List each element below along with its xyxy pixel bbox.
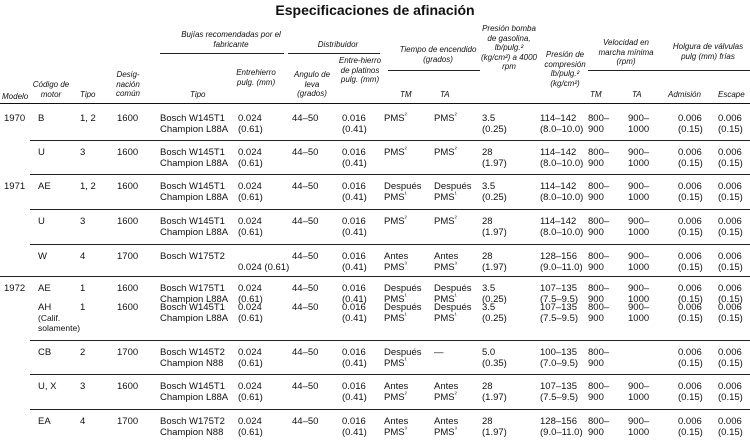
- row-valve-exhaust: 0.006: [718, 113, 742, 124]
- row-dwell: 44–50: [292, 113, 319, 124]
- row-point-gap: (0.41): [342, 158, 367, 169]
- row-gap: (0.61): [238, 294, 263, 305]
- row-fuel-pressure: 5.0: [482, 347, 496, 358]
- row-timing-tm: Antes: [384, 381, 409, 392]
- row-idle-ta: 1000: [628, 124, 650, 135]
- row-valve-intake: (0.15): [678, 158, 703, 169]
- row-tipo: 2: [80, 347, 86, 358]
- row-valve-intake: 0.006: [678, 216, 702, 227]
- row-timing-tm: $PMS^{^2}$: [384, 146, 407, 158]
- header-velocidad-group: Velocidad en marcha mínima (rpm): [598, 38, 654, 66]
- row-divider: [0, 276, 750, 277]
- row-valve-exhaust: (0.15): [718, 294, 743, 305]
- row-timing-tm: Después: [384, 181, 422, 192]
- row-divider: [30, 340, 750, 341]
- row-gap: (0.61): [238, 192, 263, 203]
- row-timing-ta: $PMS^{^2}$: [434, 391, 457, 403]
- row-compression: 114–142: [540, 113, 577, 124]
- header-escape: Escape: [718, 90, 745, 99]
- row-fuel-pressure: 3.5: [482, 113, 496, 124]
- row-fuel-pressure: 28: [482, 147, 493, 158]
- row-plug: Champion L88A: [160, 192, 229, 203]
- row-valve-intake: 0.006: [678, 302, 702, 313]
- row-dwell: 44–50: [292, 216, 319, 227]
- row-valve-exhaust: (0.15): [718, 392, 743, 403]
- row-gap: (0.61): [238, 313, 263, 324]
- row-timing-ta: $PMS^{^3}$: [434, 426, 457, 438]
- row-timing-tm: $PMS^{^2}$: [384, 391, 407, 403]
- row-valve-intake: (0.15): [678, 227, 703, 238]
- row-idle-ta: 900–: [628, 416, 650, 427]
- row-compression: (7.5–9.5): [540, 294, 579, 305]
- row-plug: Bosch W145T1: [160, 302, 225, 313]
- row-gap: 0.024: [238, 147, 262, 158]
- row-divider: [30, 140, 750, 141]
- row-point-gap: 0.016: [342, 283, 366, 294]
- row-fuel-pressure: (1.97): [482, 427, 507, 438]
- header-vel-tm: TM: [590, 90, 602, 99]
- row-timing-ta: $PMS^{^1}$: [434, 312, 457, 324]
- page-title: Especificaciones de afinación: [275, 2, 475, 18]
- row-tipo: 1, 2: [80, 181, 96, 192]
- row-point-gap: 0.016: [342, 251, 366, 262]
- row-timing-ta: Antes: [434, 416, 459, 427]
- row-tipo: 1, 2: [80, 113, 96, 124]
- header-vel-ta: TA: [632, 90, 642, 99]
- row-engine-code: U, X: [38, 381, 57, 392]
- row-designacion: 1600: [117, 302, 139, 313]
- row-valve-intake: 0.006: [678, 283, 702, 294]
- row-point-gap: 0.016: [342, 347, 366, 358]
- row-dwell: 44–50: [292, 347, 319, 358]
- row-timing-tm: $PMS^{^1}$: [384, 357, 407, 369]
- row-dwell: 44–50: [292, 181, 319, 192]
- row-year: 1972: [4, 283, 26, 294]
- row-point-gap: (0.41): [342, 392, 367, 403]
- row-dwell: 44–50: [292, 147, 319, 158]
- row-plug: Bosch W145T1: [160, 216, 225, 227]
- row-fuel-pressure: 3.5: [482, 181, 496, 192]
- row-plug: Bosch W175T2: [160, 251, 225, 262]
- row-idle-ta: 1000: [628, 294, 650, 305]
- row-idle-ta: 900–: [628, 302, 650, 313]
- header-codigo-motor: Código de motor: [32, 80, 70, 99]
- row-valve-exhaust: 0.006: [718, 216, 742, 227]
- row-valve-exhaust: 0.006: [718, 302, 742, 313]
- row-idle-ta: 900–: [628, 181, 650, 192]
- row-engine-code: W: [38, 251, 47, 262]
- row-valve-intake: 0.006: [678, 147, 702, 158]
- row-idle-tm: 900: [588, 262, 604, 273]
- row-plug: Bosch W175T1: [160, 283, 225, 294]
- row-fuel-pressure: 3.5: [482, 302, 496, 313]
- row-idle-tm: 800–: [588, 147, 610, 158]
- row-point-gap: (0.41): [342, 124, 367, 135]
- row-plug: Champion L88A: [160, 124, 229, 135]
- row-designacion: 1600: [117, 113, 139, 124]
- header-tipo: Tipo: [80, 90, 96, 99]
- row-compression: 114–142: [540, 181, 577, 192]
- row-dwell: 44–50: [292, 251, 319, 262]
- row-point-gap: 0.016: [342, 302, 366, 313]
- row-idle-tm: 800–: [588, 251, 610, 262]
- row-gap: (0.61): [238, 358, 263, 369]
- row-plug: Champion N88: [160, 427, 224, 438]
- row-idle-tm: 900: [588, 158, 604, 169]
- row-point-gap: (0.41): [342, 227, 367, 238]
- row-idle-ta: 1000: [628, 392, 650, 403]
- row-valve-intake: 0.006: [678, 251, 702, 262]
- row-gap: 0.024: [238, 381, 262, 392]
- row-valve-exhaust: 0.006: [718, 283, 742, 294]
- row-timing-tm: $PMS^{^2}$: [384, 215, 407, 227]
- row-timing-tm: $PMS^{^1}$: [384, 293, 407, 305]
- row-idle-tm: 900: [588, 192, 604, 203]
- row-compression: (8.0–10.0): [540, 124, 584, 135]
- row-timing-tm: $PMS^{^3}$: [384, 261, 407, 273]
- row-fuel-pressure: (1.97): [482, 227, 507, 238]
- header-modelo: Modelo: [2, 92, 29, 101]
- row-timing-ta: Antes: [434, 381, 459, 392]
- row-gap: (0.61): [238, 227, 263, 238]
- row-engine-code: AE: [38, 181, 51, 192]
- row-engine-code: EA: [38, 416, 51, 427]
- header-designacion: Desig-nación común: [115, 70, 140, 98]
- row-compression: (7.5–9.5): [540, 392, 579, 403]
- row-idle-ta: 900–: [628, 381, 650, 392]
- header-divider: [388, 70, 480, 71]
- header-holgura-group: Holgura de válvulas pulg (mm) frías: [672, 42, 744, 61]
- row-plug: Bosch W145T1: [160, 147, 225, 158]
- row-plug: Bosch W145T1: [160, 181, 225, 192]
- row-compression: (7.5–9.5): [540, 313, 579, 324]
- row-valve-exhaust: 0.006: [718, 251, 742, 262]
- row-fuel-pressure: (1.97): [482, 158, 507, 169]
- row-gap: 0.024: [238, 113, 262, 124]
- row-gap: 0.024: [238, 181, 262, 192]
- row-idle-ta: 1000: [628, 262, 650, 273]
- header-entrehierro-platinos: Entre-hierro de platinos pulg. (mm): [338, 56, 382, 84]
- row-fuel-pressure: 28: [482, 381, 493, 392]
- row-divider: [30, 374, 750, 375]
- row-timing-tm: Antes: [384, 416, 409, 427]
- row-plug: Bosch W175T2: [160, 416, 225, 427]
- row-valve-exhaust: (0.15): [718, 124, 743, 135]
- row-point-gap: 0.016: [342, 216, 366, 227]
- row-engine-note: solamente): [38, 323, 81, 333]
- row-fuel-pressure: (0.35): [482, 358, 507, 369]
- row-timing-tm: Después: [384, 302, 422, 313]
- row-timing-ta: $PMS^{^1}$: [434, 191, 457, 203]
- row-compression: (9.0–11.0): [540, 427, 583, 438]
- row-valve-exhaust: (0.15): [718, 192, 743, 203]
- row-idle-tm: 800–: [588, 416, 610, 427]
- row-idle-tm: 900: [588, 227, 604, 238]
- row-point-gap: (0.41): [342, 192, 367, 203]
- row-compression: (9.0–11.0): [540, 262, 583, 273]
- row-gap: (0.61): [238, 124, 263, 135]
- row-valve-intake: (0.15): [678, 192, 703, 203]
- row-tipo: 3: [80, 147, 86, 158]
- header-admision: Admisión: [668, 90, 701, 99]
- row-compression: 107–135: [540, 302, 577, 313]
- row-valve-exhaust: (0.15): [718, 313, 743, 324]
- header-entrehierro: Entrehierro pulg. (mm): [236, 68, 276, 87]
- row-tipo: 4: [80, 416, 86, 427]
- row-gap: 0.024: [238, 283, 262, 294]
- row-plug: Champion L88A: [160, 313, 229, 324]
- row-valve-intake: (0.15): [678, 427, 703, 438]
- row-idle-tm: 800–: [588, 302, 610, 313]
- row-valve-intake: (0.15): [678, 262, 703, 273]
- row-dwell: 44–50: [292, 302, 319, 313]
- row-idle-tm: 800–: [588, 181, 610, 192]
- row-valve-intake: 0.006: [678, 347, 702, 358]
- header-divider: [288, 53, 380, 54]
- row-idle-tm: 800–: [588, 216, 610, 227]
- row-valve-exhaust: 0.006: [718, 381, 742, 392]
- row-timing-tm: Antes: [384, 251, 409, 262]
- header-tiempo-group: Tiempo de encendido (grados): [399, 45, 477, 64]
- row-tipo: 3: [80, 216, 86, 227]
- row-plug: Bosch W145T1: [160, 381, 225, 392]
- row-tipo: 3: [80, 381, 86, 392]
- row-idle-ta: 1000: [628, 313, 650, 324]
- row-valve-intake: (0.15): [678, 392, 703, 403]
- row-timing-ta: —: [434, 347, 444, 358]
- row-plug: Bosch W145T1: [160, 113, 225, 124]
- row-timing-tm: $PMS^{^1}$: [384, 312, 407, 324]
- row-dwell: 44–50: [292, 416, 319, 427]
- row-valve-exhaust: 0.006: [718, 416, 742, 427]
- row-engine-code: AE: [38, 283, 51, 294]
- row-timing-ta: $PMS^{^1}$: [434, 293, 457, 305]
- row-valve-exhaust: (0.15): [718, 358, 743, 369]
- row-timing-tm: $PMS^{^1}$: [384, 191, 407, 203]
- row-point-gap: 0.016: [342, 113, 366, 124]
- header-bujias-tipo: Tipo: [190, 90, 206, 99]
- row-valve-intake: (0.15): [678, 358, 703, 369]
- row-idle-tm: 800–: [588, 113, 610, 124]
- row-timing-ta: Después: [434, 181, 472, 192]
- row-idle-ta: 1000: [628, 227, 650, 238]
- row-idle-tm: 800–: [588, 381, 610, 392]
- row-designacion: 1700: [117, 347, 139, 358]
- row-timing-ta: Antes: [434, 251, 459, 262]
- header-bujias-group: Bujías recomendadas por el fabricante: [181, 30, 281, 49]
- row-fuel-pressure: 28: [482, 251, 493, 262]
- row-compression: 128–156: [540, 416, 577, 427]
- row-designacion: 1700: [117, 416, 139, 427]
- row-timing-tm: Después: [384, 347, 422, 358]
- row-valve-intake: 0.006: [678, 181, 702, 192]
- row-compression: (8.0–10.0): [540, 227, 584, 238]
- row-timing-ta: $PMS^{^2}$: [434, 112, 457, 124]
- row-fuel-pressure: (0.25): [482, 192, 507, 203]
- row-designacion: 1600: [117, 147, 139, 158]
- row-idle-tm: 900: [588, 427, 604, 438]
- row-compression: (8.0–10.0): [540, 158, 584, 169]
- row-timing-ta: Después: [434, 302, 472, 313]
- row-idle-tm: 800–: [588, 283, 610, 294]
- header-presion-bomba: Presión bomba de gasolina, lb/pulg.² (kg/cm²) a 4000 rpm: [480, 24, 538, 71]
- row-compression: 107–135: [540, 381, 577, 392]
- row-idle-ta: 900–: [628, 251, 650, 262]
- row-gap: (0.61): [238, 158, 263, 169]
- row-idle-tm: 900: [588, 294, 604, 305]
- row-valve-exhaust: (0.15): [718, 227, 743, 238]
- row-engine-note: (Calif.: [38, 313, 61, 323]
- row-fuel-pressure: (0.25): [482, 294, 507, 305]
- row-valve-intake: 0.006: [678, 416, 702, 427]
- header-bottom-rule: [0, 103, 750, 104]
- row-tipo: 1: [80, 283, 86, 294]
- row-engine-code: AH: [38, 302, 52, 313]
- row-idle-ta: 900–: [628, 283, 650, 294]
- header-divider: [666, 70, 750, 71]
- row-timing-tm: Después: [384, 283, 422, 294]
- row-idle-ta: 1000: [628, 158, 650, 169]
- row-engine-code: U: [38, 147, 45, 158]
- row-plug: Champion L88A: [160, 392, 229, 403]
- row-timing-ta: Después: [434, 283, 472, 294]
- row-idle-tm: 900: [588, 392, 604, 403]
- row-timing-ta: $PMS^{^3}$: [434, 261, 457, 273]
- row-divider: [30, 174, 750, 175]
- row-tipo: 1: [80, 302, 86, 313]
- row-valve-intake: (0.15): [678, 294, 703, 305]
- row-valve-exhaust: (0.15): [718, 158, 743, 169]
- row-valve-exhaust: (0.15): [718, 427, 743, 438]
- row-fuel-pressure: 3.5: [482, 283, 496, 294]
- row-compression: 107–135: [540, 283, 577, 294]
- row-idle-ta: 1000: [628, 427, 650, 438]
- row-fuel-pressure: (1.97): [482, 262, 507, 273]
- header-divider: [588, 70, 666, 71]
- row-idle-tm: 800–: [588, 347, 610, 358]
- row-timing-ta: $PMS^{^2}$: [434, 146, 457, 158]
- header-presion-compresion: Presión de compresión lb/pulg.² (kg/cm²): [544, 50, 586, 88]
- row-designacion: 1700: [117, 251, 139, 262]
- row-gap: (0.61): [238, 392, 263, 403]
- row-idle-ta: 900–: [628, 113, 650, 124]
- row-idle-tm: 900: [588, 313, 604, 324]
- row-compression: 114–142: [540, 147, 577, 158]
- row-designacion: 1600: [117, 181, 139, 192]
- row-gap: 0.024: [238, 302, 262, 313]
- header-ta: TA: [440, 90, 450, 99]
- row-compression: (7.0–9.5): [540, 358, 579, 369]
- row-plug: Champion L88A: [160, 294, 229, 305]
- row-year: 1970: [4, 113, 26, 124]
- row-gap: 0.024: [238, 347, 262, 358]
- row-idle-tm: 900: [588, 358, 604, 369]
- row-valve-intake: 0.006: [678, 381, 702, 392]
- row-compression: (8.0–10.0): [540, 192, 584, 203]
- row-valve-exhaust: 0.006: [718, 147, 742, 158]
- row-tipo: 4: [80, 251, 86, 262]
- row-fuel-pressure: 28: [482, 416, 493, 427]
- header-divider: [160, 53, 284, 54]
- row-divider: [30, 209, 750, 210]
- row-idle-tm: 900: [588, 124, 604, 135]
- row-gap: 0.024: [238, 416, 262, 427]
- row-plug: Champion N88: [160, 358, 224, 369]
- row-timing-tm: $PMS^{^3}$: [384, 426, 407, 438]
- row-compression: 100–135: [540, 347, 577, 358]
- row-idle-ta: 1000: [628, 192, 650, 203]
- row-valve-exhaust: 0.006: [718, 347, 742, 358]
- row-designacion: 1600: [117, 381, 139, 392]
- row-point-gap: 0.016: [342, 381, 366, 392]
- row-fuel-pressure: 28: [482, 216, 493, 227]
- row-designacion: 1600: [117, 283, 139, 294]
- row-point-gap: 0.016: [342, 147, 366, 158]
- row-dwell: 44–50: [292, 381, 319, 392]
- row-gap: 0.024: [238, 216, 262, 227]
- row-timing-ta: $PMS^{^2}$: [434, 215, 457, 227]
- header-angulo-leva: Angulo de leva (grados): [293, 70, 331, 98]
- row-point-gap: (0.41): [342, 427, 367, 438]
- row-engine-code: U: [38, 216, 45, 227]
- row-gap: (0.61): [238, 427, 263, 438]
- row-engine-code: B: [38, 113, 45, 124]
- row-valve-intake: (0.15): [678, 313, 703, 324]
- header-distribuidor-group: Distribuidor: [317, 40, 359, 49]
- row-plug: Champion L88A: [160, 227, 229, 238]
- row-fuel-pressure: (0.25): [482, 313, 507, 324]
- row-timing-tm: $PMS^{^2}$: [384, 112, 407, 124]
- row-idle-ta: 900–: [628, 216, 650, 227]
- row-plug: Champion L88A: [160, 158, 229, 169]
- row-designacion: 1600: [117, 216, 139, 227]
- row-engine-code: CB: [38, 347, 52, 358]
- row-point-gap: (0.41): [342, 358, 367, 369]
- row-valve-exhaust: 0.006: [718, 181, 742, 192]
- row-valve-intake: 0.006: [678, 113, 702, 124]
- header-tm: TM: [400, 90, 412, 99]
- row-point-gap: (0.41): [342, 262, 367, 273]
- row-point-gap: 0.016: [342, 416, 366, 427]
- row-point-gap: 0.016: [342, 181, 366, 192]
- row-plug: Bosch W145T2: [160, 347, 225, 358]
- row-divider: [30, 244, 750, 245]
- row-fuel-pressure: (1.97): [482, 392, 507, 403]
- row-compression: 114–142: [540, 216, 577, 227]
- row-year: 1971: [4, 181, 26, 192]
- row-divider: [30, 409, 750, 410]
- row-fuel-pressure: (0.25): [482, 124, 507, 135]
- row-idle-ta: 900–: [628, 147, 650, 158]
- row-gap: 0.024 (0.61): [238, 262, 290, 273]
- row-compression: 128–156: [540, 251, 577, 262]
- row-point-gap: (0.41): [342, 294, 367, 305]
- row-valve-exhaust: (0.15): [718, 262, 743, 273]
- row-valve-intake: (0.15): [678, 124, 703, 135]
- row-point-gap: (0.41): [342, 313, 367, 324]
- row-dwell: 44–50: [292, 283, 319, 294]
